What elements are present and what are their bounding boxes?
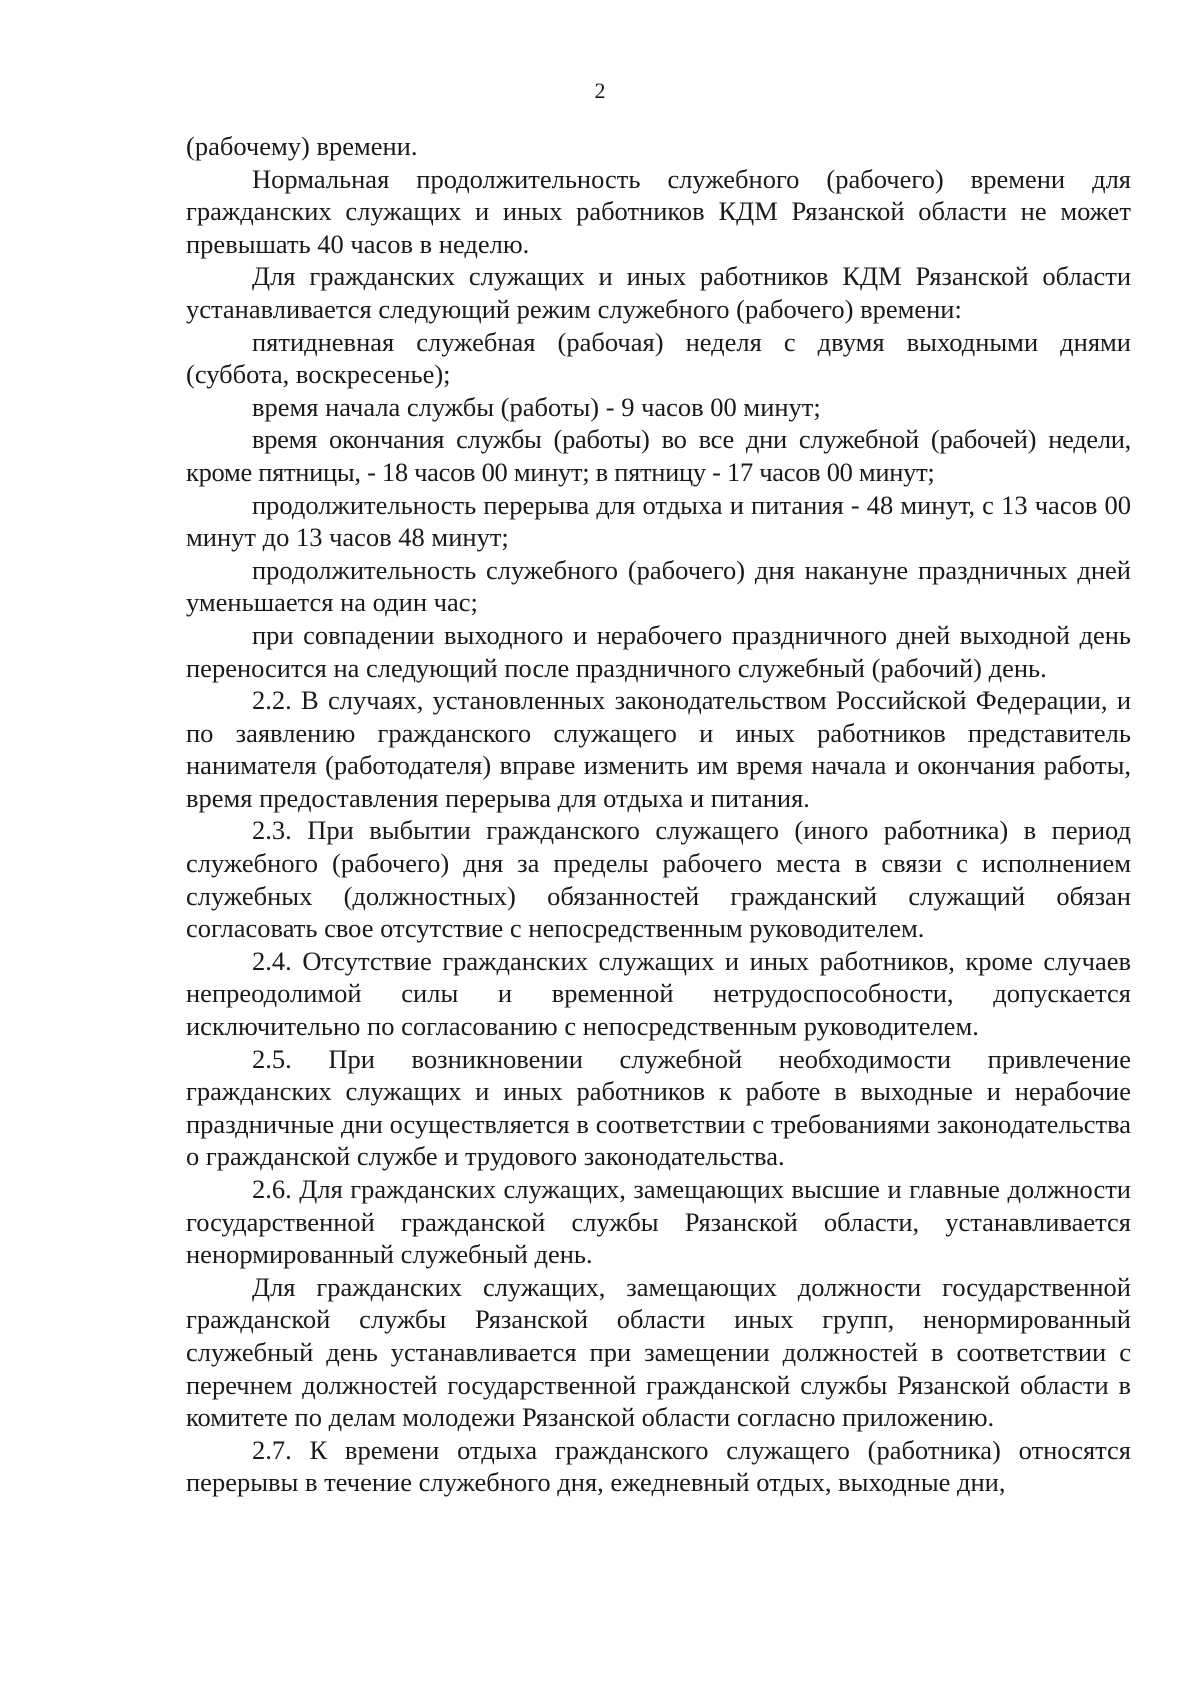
page-number: 2 bbox=[594, 78, 606, 103]
paragraph: время начала службы (работы) - 9 часов 00 минут; bbox=[252, 391, 821, 422]
paragraph: 2.5. При возникновении служебной необходимости привлечение гражданских служащих и иных работников к работе в выходные и нерабочие праздничные дни осуществляется в соответствии с требованиями законодательства о гражданской службе и трудового законодательства. bbox=[186, 1043, 1131, 1172]
paragraph: 2.4. Отсутствие гражданских служащих и иных работников, кроме случаев непреодолимой силы и временной нетрудоспособности, допускается исключительно по согласованию с непосредственным руководителем. bbox=[186, 945, 1131, 1042]
paragraph: продолжительность перерыва для отдыха и питания - 48 минут, с 13 часов 00 минут до 13 часов 48 минут; bbox=[186, 489, 1131, 553]
paragraph: Для гражданских служащих, замещающих должности государственной гражданской службы Рязанской области иных групп, ненормированный служебный день устанавливается при замещении должностей в соответствии с перечнем должностей государственной гражданской службы Рязанской области в комитете по делам молодежи Рязанской области согласно приложению. bbox=[186, 1271, 1131, 1433]
paragraph: Для гражданских служащих и иных работников КДМ Рязанской области устанавливается следующий режим служебного (рабочего) времени: bbox=[186, 261, 1131, 324]
paragraph: при совпадении выходного и нерабочего праздничного дней выходной день переносится на следующий после праздничного служебный (рабочий) день. bbox=[186, 619, 1131, 683]
paragraph: (рабочему) времени. bbox=[186, 131, 418, 161]
paragraph: пятидневная служебная (рабочая) неделя с двумя выходными днями (суббота, воскресенье); bbox=[186, 326, 1131, 390]
paragraph: 2.3. При выбытии гражданского служащего (иного работника) в период служебного (рабочего) дня за пределы рабочего места в связи с исполнением служебных (должностных) обязанностей гражданский служащий обязан согласовать свое отсутствие с непосредственным руководителем. bbox=[186, 815, 1131, 944]
paragraph: время окончания службы (работы) во все дни служебной (рабочей) недели, кроме пятницы, - 18 часов 00 минут; в пятницу - 17 часов 00 минут; bbox=[186, 424, 1131, 487]
paragraph: продолжительность служебного (рабочего) дня накануне праздничных дней уменьшается на один час; bbox=[186, 554, 1131, 618]
paragraph: 2.2. В случаях, установленных законодательством Российской Федерации, и по заявлению гражданского служащего и иных работников представитель нанимателя (работодателя) вправе изменить им время начала и окончания работы, время предоставления перерыва для отдыха и питания. bbox=[186, 685, 1131, 813]
paragraph: 2.6. Для гражданских служащих, замещающих высшие и главные должности государственной гражданской службы Рязанской области, устанавливается ненормированный служебный день. bbox=[186, 1174, 1131, 1270]
document-body bbox=[186, 130, 1131, 1499]
paragraph: Нормальная продолжительность служебного (рабочего) времени для гражданских служащих и иных работников КДМ Рязанской области не может превышать 40 часов в неделю. bbox=[186, 163, 1131, 259]
paragraph: 2.7. К времени отдыха гражданского служащего (работника) относятся перерывы в течение служебного дня, ежедневный отдых, выходные дни, bbox=[186, 1434, 1131, 1498]
